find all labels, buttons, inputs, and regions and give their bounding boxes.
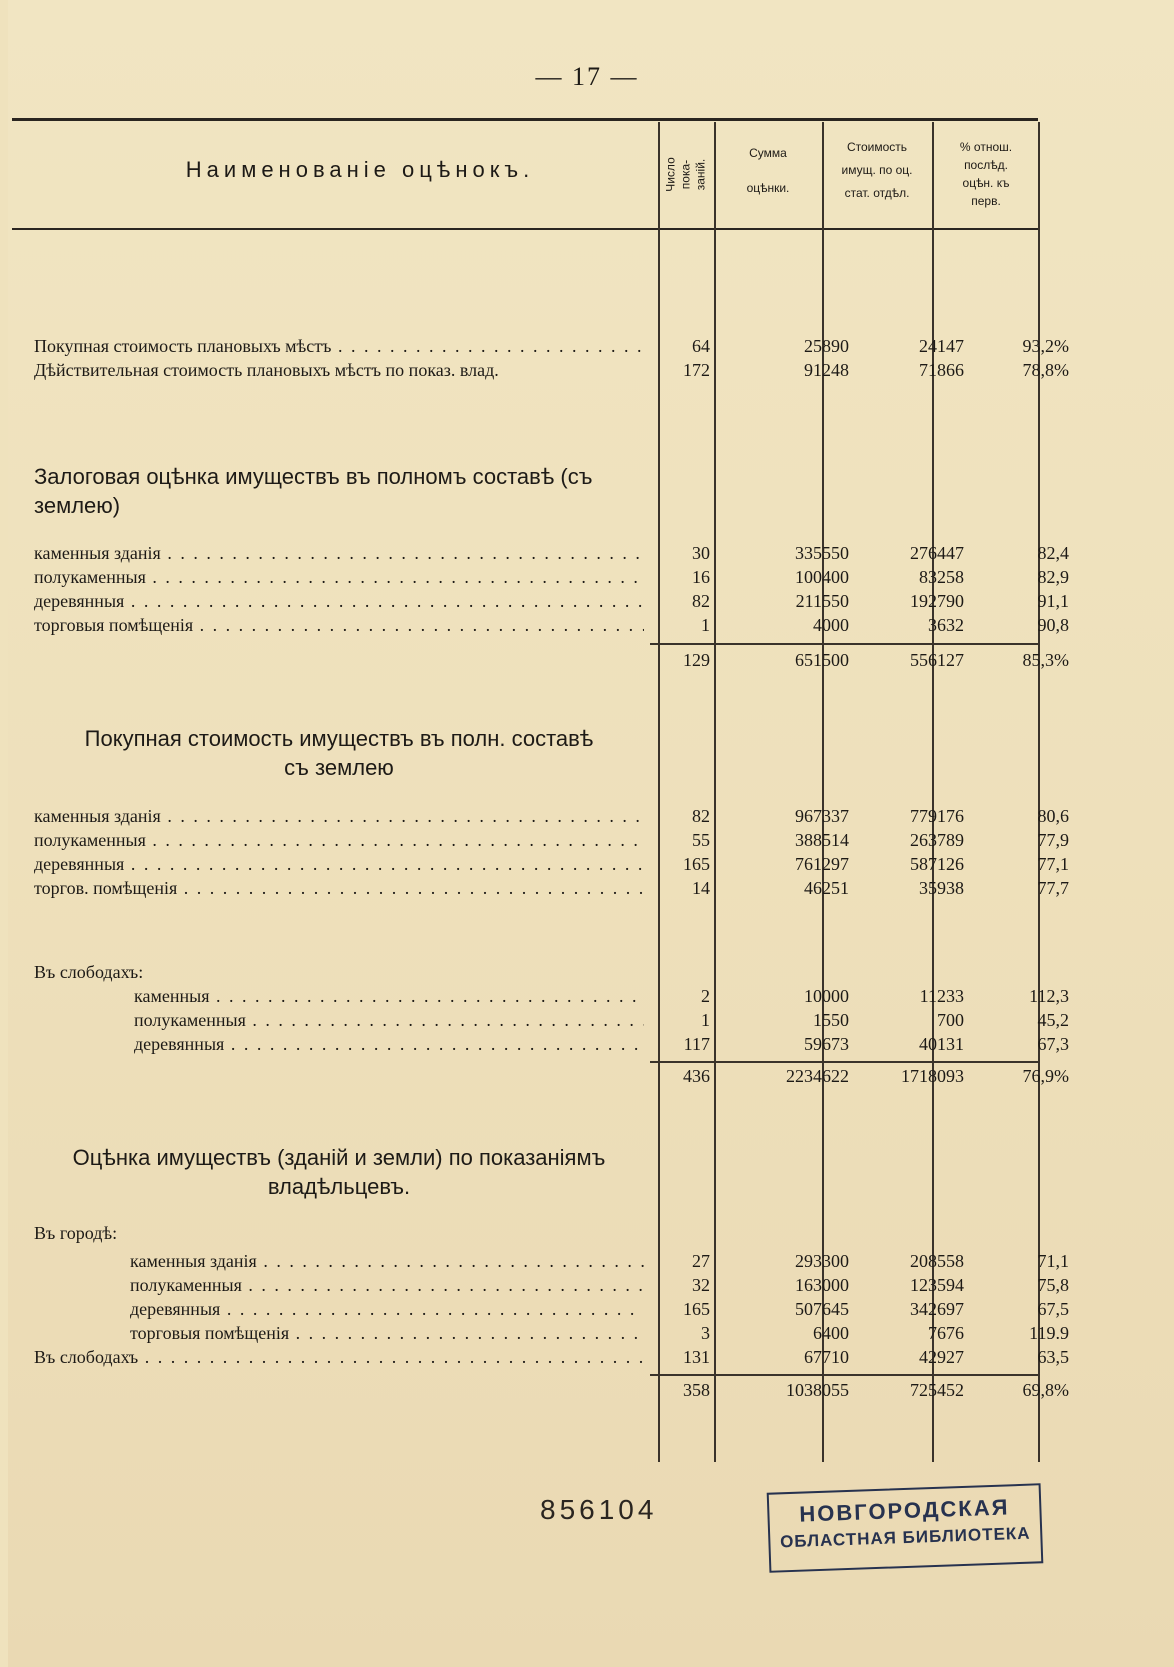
- row-pct: 45,2: [1037, 1010, 1069, 1030]
- header-value-line2: имущ. по оц.: [841, 163, 913, 177]
- row-value: 42927: [919, 1347, 964, 1367]
- table-row: [34, 828, 1069, 852]
- row-count: 82: [692, 591, 710, 611]
- section-title-line1: Покупная стоимость имуществъ въ полн. составѣ: [84, 726, 594, 751]
- header-title: Наименованіе оцѣнокъ.: [185, 157, 535, 182]
- row-sum: 211550: [795, 591, 849, 611]
- row-sum: 67710: [804, 1347, 849, 1367]
- row-count: 165: [683, 854, 710, 874]
- total-count: 436: [683, 1066, 710, 1086]
- total-rule: [650, 643, 1038, 645]
- row-sum: 507645: [795, 1299, 849, 1319]
- row-pct: 82,9: [1037, 567, 1069, 587]
- row-label: полукаменныя . . .: [34, 828, 644, 852]
- row-value: 276447: [910, 543, 964, 563]
- table-row: [34, 804, 1069, 828]
- table-row: [34, 984, 1069, 1008]
- row-sum: 6400: [813, 1323, 849, 1343]
- row-sum: 59673: [804, 1034, 849, 1054]
- row-pct: 75,8: [1037, 1275, 1069, 1295]
- row-pct: 80,6: [1037, 806, 1069, 826]
- row-label: каменныя зданія . . .: [34, 804, 644, 828]
- inventory-number: 856104: [540, 1494, 658, 1525]
- row-pct: 67,5: [1037, 1299, 1069, 1319]
- total-row: [34, 1064, 1069, 1088]
- row-count: 30: [692, 543, 710, 563]
- row-count: 82: [692, 806, 710, 826]
- table-row: [34, 589, 1069, 613]
- section-title: Залоговая оцѣнка имуществъ въ полномъ составѣ (съ землею): [34, 464, 593, 518]
- row-value: 208558: [910, 1251, 964, 1271]
- row-label: торгов. помѣщенія . . .: [34, 876, 644, 900]
- row-label: каменныя зданія . . .: [130, 1249, 644, 1273]
- sub-heading: Въ городѣ:: [34, 1223, 118, 1243]
- row-sum: 100400: [795, 567, 849, 587]
- total-sum: 651500: [795, 650, 849, 670]
- table-row: [34, 1345, 1069, 1369]
- row-value: 11233: [919, 986, 964, 1006]
- row-pct: 71,1: [1037, 1251, 1069, 1271]
- row-sum: 91248: [804, 360, 849, 380]
- row-value: 83258: [919, 567, 964, 587]
- stamp-line1: НОВГОРОДСКАЯ: [798, 1494, 1010, 1527]
- row-label: торговыя помѣщенія . . .: [34, 613, 644, 637]
- row-value: 587126: [910, 854, 964, 874]
- table-row: [34, 876, 1069, 900]
- table-row: [34, 1273, 1069, 1297]
- row-value: 123594: [910, 1275, 964, 1295]
- row-count: 131: [683, 1347, 710, 1367]
- row-pct: 63,5: [1037, 1347, 1069, 1367]
- row-value: 35938: [919, 878, 964, 898]
- row-value: 342697: [910, 1299, 964, 1319]
- total-sum: 2234622: [786, 1066, 849, 1086]
- total-count: 129: [683, 650, 710, 670]
- row-pct: 77,7: [1037, 878, 1069, 898]
- header-sum-line2: оцѣнки.: [746, 181, 790, 195]
- row-label: деревянныя . . .: [130, 1297, 644, 1321]
- row-pct: 78,8%: [1022, 360, 1069, 380]
- total-pct: 85,3%: [1022, 650, 1069, 670]
- header-pct-line1: % отнош.: [959, 140, 1013, 154]
- row-value: 71866: [919, 360, 964, 380]
- header-pct-cell: [934, 138, 1038, 210]
- row-pct: 93,2%: [1022, 336, 1069, 356]
- total-rule: [650, 1061, 1038, 1063]
- page-number: — 17 —: [535, 62, 639, 91]
- header-count-cell: [660, 122, 712, 226]
- row-count: 16: [692, 567, 710, 587]
- row-pct: 119.9: [1029, 1323, 1069, 1343]
- row-count: 1: [701, 1010, 710, 1030]
- header-bottom-rule: [12, 228, 1038, 230]
- total-row: [34, 1378, 1069, 1402]
- total-value: 725452: [910, 1380, 964, 1400]
- row-count: 27: [692, 1251, 710, 1271]
- header-pct-line3: оцѣн. къ: [962, 176, 1010, 190]
- table-row: [34, 358, 1069, 382]
- row-label: деревянныя . . .: [34, 589, 644, 613]
- header-value-line3: стат. отдѣл.: [844, 186, 910, 200]
- row-count: 165: [683, 1299, 710, 1319]
- total-sum: 1038055: [786, 1380, 849, 1400]
- total-rule: [650, 1374, 1038, 1376]
- row-pct: 91,1: [1037, 591, 1069, 611]
- table-row: [34, 1249, 1069, 1273]
- row-sum: 335550: [795, 543, 849, 563]
- row-count: 64: [692, 336, 710, 356]
- table-top-rule: [12, 118, 1038, 121]
- header-pct-line4: перв.: [971, 194, 1001, 208]
- header-count-label: Число пока-заній.: [663, 156, 708, 192]
- row-count: 14: [692, 878, 710, 898]
- row-label: Покупная стоимость плановыхъ мѣстъ . . .: [34, 334, 644, 358]
- stamp-line2: ОБЛАСТНАЯ БИБЛИОТЕКА: [779, 1523, 1031, 1552]
- row-value: 24147: [919, 336, 964, 356]
- row-pct: 112,3: [1029, 986, 1069, 1006]
- section-title-line2: съ землею: [284, 755, 394, 780]
- table-row: [34, 1008, 1069, 1032]
- row-sum: 761297: [795, 854, 849, 874]
- library-stamp: [767, 1483, 1044, 1573]
- table-row: [34, 613, 1069, 637]
- row-label: деревянныя . . .: [134, 1032, 644, 1056]
- row-sum: 4000: [813, 615, 849, 635]
- row-label: деревянныя . . .: [34, 852, 644, 876]
- header-sum-cell: [716, 142, 820, 200]
- row-count: 32: [692, 1275, 710, 1295]
- row-label: Дѣйствительная стоимость плановыхъ мѣстъ по показ. влад.: [34, 360, 499, 380]
- total-pct: 69,8%: [1022, 1380, 1069, 1400]
- row-sum: 967337: [795, 806, 849, 826]
- header-value-line1: Стоимость: [846, 140, 908, 154]
- row-label: каменныя зданія . . .: [34, 541, 644, 565]
- row-pct: 82,4: [1037, 543, 1069, 563]
- header-value-cell: [824, 136, 930, 205]
- table-row: [34, 334, 1069, 358]
- row-value: 263789: [910, 830, 964, 850]
- table-row: [34, 1297, 1069, 1321]
- row-value: 700: [937, 1010, 964, 1030]
- row-label: торговыя помѣщенія . . .: [130, 1321, 644, 1345]
- row-value: 7676: [928, 1323, 964, 1343]
- section-title: Оцѣнка имуществъ (зданій и земли) по показаніямъ владѣльцевъ.: [72, 1145, 606, 1199]
- row-sum: 25890: [804, 336, 849, 356]
- row-label: полукаменныя . . .: [130, 1273, 644, 1297]
- header-pct-line2: послѣд.: [964, 158, 1008, 172]
- row-label: Въ слободахъ . . .: [34, 1345, 644, 1369]
- row-pct: 77,1: [1037, 854, 1069, 874]
- row-value: 40131: [919, 1034, 964, 1054]
- table-row: [34, 541, 1069, 565]
- row-label: полукаменныя . . .: [134, 1008, 644, 1032]
- row-label: каменныя . . .: [134, 984, 644, 1008]
- total-value: 556127: [910, 650, 964, 670]
- row-value: 3632: [928, 615, 964, 635]
- table-row: [34, 852, 1069, 876]
- table-row: [34, 1321, 1069, 1345]
- total-count: 358: [683, 1380, 710, 1400]
- row-value: 192790: [910, 591, 964, 611]
- table-row: [34, 1032, 1069, 1056]
- row-count: 55: [692, 830, 710, 850]
- row-sum: 388514: [795, 830, 849, 850]
- row-value: 779176: [910, 806, 964, 826]
- row-sum: 163000: [795, 1275, 849, 1295]
- sub-heading: Въ слободахъ:: [34, 962, 144, 982]
- row-label: полукаменныя . . .: [34, 565, 644, 589]
- row-count: 1: [701, 615, 710, 635]
- row-pct: 77,9: [1037, 830, 1069, 850]
- table-row: [34, 565, 1069, 589]
- row-count: 3: [701, 1323, 710, 1343]
- section-title: [34, 724, 644, 782]
- row-pct: 90,8: [1037, 615, 1069, 635]
- total-value: 1718093: [901, 1066, 964, 1086]
- row-sum: 1550: [813, 1010, 849, 1030]
- row-pct: 67,3: [1037, 1034, 1069, 1054]
- row-sum: 46251: [804, 878, 849, 898]
- header-sum-line1: Сумма: [749, 146, 787, 160]
- row-count: 117: [683, 1034, 710, 1054]
- row-sum: 293300: [795, 1251, 849, 1271]
- row-count: 172: [683, 360, 710, 380]
- row-sum: 10000: [804, 986, 849, 1006]
- row-count: 2: [701, 986, 710, 1006]
- total-pct: 76,9%: [1022, 1066, 1069, 1086]
- total-row: [34, 648, 1069, 672]
